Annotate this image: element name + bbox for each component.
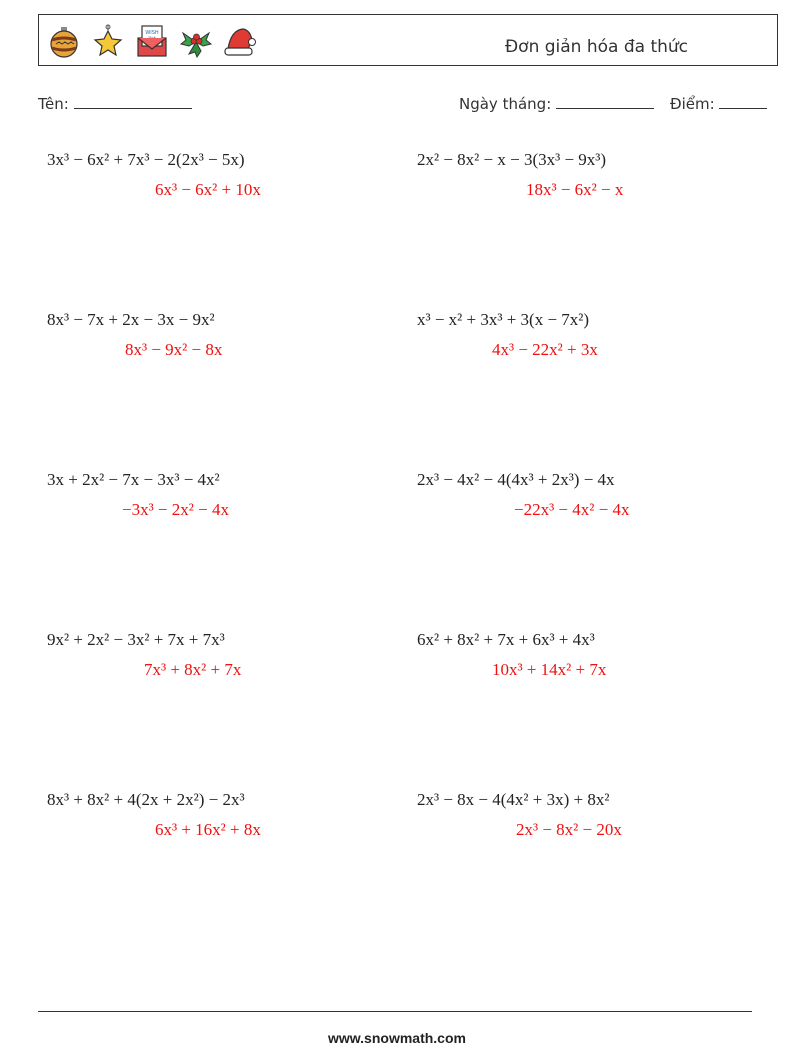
date-label: Ngày tháng: bbox=[459, 95, 552, 113]
problem-6-answer: −22x³ − 4x² − 4x bbox=[514, 500, 630, 519]
wish-list-card-icon bbox=[135, 24, 169, 58]
date-field bbox=[459, 94, 654, 113]
problem-5-question: 3x + 2x² − 7x − 3x³ − 4x² bbox=[47, 470, 220, 489]
problem-8-answer: 10x³ + 14x² + 7x bbox=[492, 660, 607, 679]
problem-1-question: 3x³ − 6x² + 7x³ − 2(2x³ − 5x) bbox=[47, 150, 245, 169]
name-label: Tên: bbox=[38, 95, 69, 113]
icon-row bbox=[47, 24, 257, 58]
holly-icon bbox=[179, 24, 213, 58]
problem-2-question: 2x² − 8x² − x − 3(3x³ − 9x³) bbox=[417, 150, 607, 169]
score-label: Điểm: bbox=[670, 95, 715, 113]
ornament-ball-icon bbox=[47, 24, 81, 58]
star-ornament-icon bbox=[91, 24, 125, 58]
problem-3-answer: 8x³ − 9x² − 8x bbox=[125, 340, 223, 359]
problem-9-question: 8x³ + 8x² + 4(2x + 2x²) − 2x³ bbox=[47, 790, 245, 809]
header-box bbox=[38, 14, 778, 66]
problem-4-answer: 4x³ − 22x² + 3x bbox=[492, 340, 598, 359]
problem-1-answer: 6x³ − 6x² + 10x bbox=[155, 180, 261, 199]
problem-4-question: x³ − x² + 3x³ + 3(x − 7x²) bbox=[417, 310, 590, 329]
problem-7-answer: 7x³ + 8x² + 7x bbox=[144, 660, 242, 679]
footer-url[interactable]: www.snowmath.com bbox=[328, 1030, 466, 1046]
footer-divider bbox=[38, 1011, 752, 1012]
name-blank[interactable] bbox=[74, 94, 192, 109]
problem-10-question: 2x³ − 8x − 4(4x² + 3x) + 8x² bbox=[417, 790, 610, 809]
problem-2-answer: 18x³ − 6x² − x bbox=[526, 180, 624, 199]
problem-7-question: 9x² + 2x² − 3x² + 7x + 7x³ bbox=[47, 630, 225, 649]
problem-5-answer: −3x³ − 2x² − 4x bbox=[122, 500, 229, 519]
date-blank[interactable] bbox=[556, 94, 654, 109]
score-blank[interactable] bbox=[719, 94, 767, 109]
card-text-wish: WISH bbox=[145, 30, 159, 36]
score-field bbox=[670, 94, 767, 113]
problem-10-answer: 2x³ − 8x² − 20x bbox=[516, 820, 622, 839]
problem-8-question: 6x² + 8x² + 7x + 6x³ + 4x³ bbox=[417, 630, 595, 649]
problem-6-question: 2x³ − 4x² − 4(4x³ + 2x³) − 4x bbox=[417, 470, 615, 489]
name-field bbox=[38, 94, 192, 113]
worksheet-title: Đơn giản hóa đa thức bbox=[505, 37, 689, 57]
problem-9-answer: 6x³ + 16x² + 8x bbox=[155, 820, 261, 839]
santa-hat-icon bbox=[223, 24, 257, 58]
problem-3-question: 8x³ − 7x + 2x − 3x − 9x² bbox=[47, 310, 215, 329]
